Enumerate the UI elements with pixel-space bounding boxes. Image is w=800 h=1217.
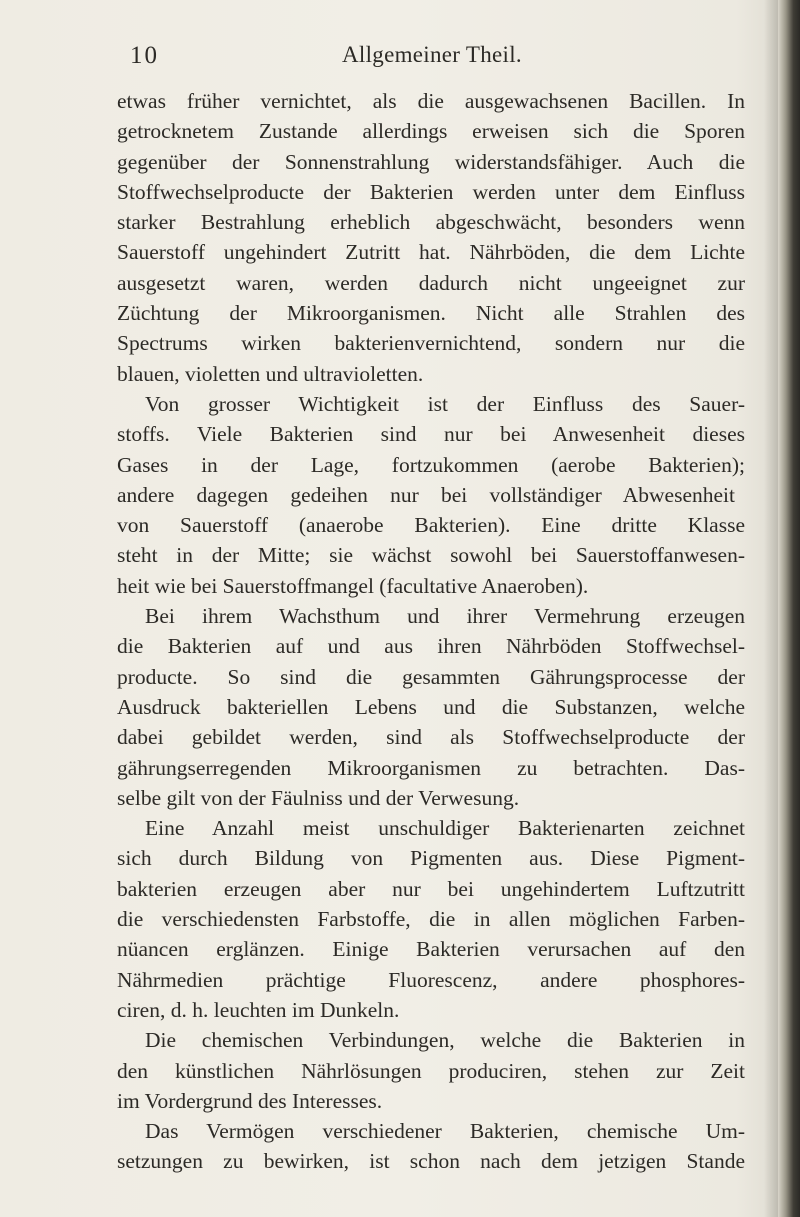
text-line: steht in der Mitte; sie wächst sowohl bei Sauerstoffanwesen- bbox=[117, 543, 745, 568]
text-line: gährungserregenden Mikroorganismen zu betrachten. Das- bbox=[117, 755, 745, 780]
body-text bbox=[117, 86, 745, 1177]
text-line: den künstlichen Nährlösungen produciren, stehen zur Zeit bbox=[117, 1058, 745, 1083]
text-line: bakterien erzeugen aber nur bei ungehindertem Luftzutritt bbox=[117, 876, 745, 901]
text-line: die verschiedensten Farbstoffe, die in allen möglichen Farben- bbox=[117, 907, 745, 932]
text-line: selbe gilt von der Fäulniss und der Verwesung. bbox=[117, 785, 520, 810]
page-header bbox=[130, 42, 730, 72]
text-line: Nährmedien prächtige Fluorescenz, andere phosphores- bbox=[117, 967, 745, 992]
text-line: producte. So sind die gesammten Gährungsprocesse der bbox=[117, 664, 745, 689]
text-line: dabei gebildet werden, sind als Stoffwechselproducte der bbox=[117, 725, 745, 750]
text-line: Spectrums wirken bakterienvernichtend, sondern nur die bbox=[117, 331, 745, 356]
text-line: Bei ihrem Wachsthum und ihrer Vermehrung erzeugen bbox=[145, 604, 745, 629]
text-line: sich durch Bildung von Pigmenten aus. Diese Pigment- bbox=[117, 846, 745, 871]
text-line: im Vordergrund des Interesses. bbox=[117, 1088, 383, 1113]
text-line: Stoffwechselproducte der Bakterien werden unter dem Einfluss bbox=[117, 179, 745, 204]
text-line: Von grosser Wichtigkeit ist der Einfluss des Sauer- bbox=[145, 391, 745, 416]
text-line: blauen, violetten und ultravioletten. bbox=[117, 361, 424, 386]
text-line: Sauerstoff ungehindert Zutritt hat. Nährböden, die dem Lichte bbox=[117, 240, 745, 265]
text-line: stoffs. Viele Bakterien sind nur bei Anwesenheit dieses bbox=[117, 422, 745, 447]
text-line: Gases in der Lage, fortzukommen (aerobe Bakterien); bbox=[117, 452, 745, 477]
text-line: Züchtung der Mikroorganismen. Nicht alle Strahlen des bbox=[117, 301, 745, 326]
page-number: 10 bbox=[130, 42, 159, 69]
text-line: andere dagegen gedeihen nur bei vollständiger Abwesenheit bbox=[117, 482, 735, 507]
text-line: getrocknetem Zustande allerdings erweisen sich die Sporen bbox=[117, 119, 745, 144]
text-line: etwas früher vernichtet, als die ausgewachsenen Bacillen. In bbox=[117, 89, 745, 113]
binding-shadow bbox=[764, 0, 778, 1217]
text-line: nüancen erglänzen. Einige Bakterien verursachen auf den bbox=[117, 937, 745, 962]
text-line: Das Vermögen verschiedener Bakterien, chemische Um- bbox=[145, 1119, 745, 1144]
text-line: Ausdruck bakteriellen Lebens und die Substanzen, welche bbox=[117, 694, 745, 719]
text-line: starker Bestrahlung erheblich abgeschwächt, besonders wenn bbox=[117, 210, 745, 235]
page-edge bbox=[778, 0, 800, 1217]
text-line: die Bakterien auf und aus ihren Nährböden Stoffwechsel- bbox=[117, 634, 745, 659]
text-line: setzungen zu bewirken, ist schon nach dem jetzigen Stande bbox=[117, 1149, 745, 1174]
text-line: heit wie bei Sauerstoffmangel (facultative Anaeroben). bbox=[117, 573, 589, 598]
text-line: von Sauerstoff (anaerobe Bakterien). Eine dritte Klasse bbox=[117, 513, 745, 538]
text-line: ausgesetzt waren, werden dadurch nicht ungeeignet zur bbox=[117, 270, 745, 295]
text-line: Die chemischen Verbindungen, welche die Bakterien in bbox=[145, 1028, 745, 1053]
text-line: gegenüber der Sonnenstrahlung widerstandsfähiger. Auch die bbox=[117, 149, 745, 174]
running-title: Allgemeiner Theil. bbox=[342, 42, 522, 67]
text-line: Eine Anzahl meist unschuldiger Bakterienarten zeichnet bbox=[145, 816, 745, 841]
text-line: ciren, d. h. leuchten im Dunkeln. bbox=[117, 997, 400, 1022]
